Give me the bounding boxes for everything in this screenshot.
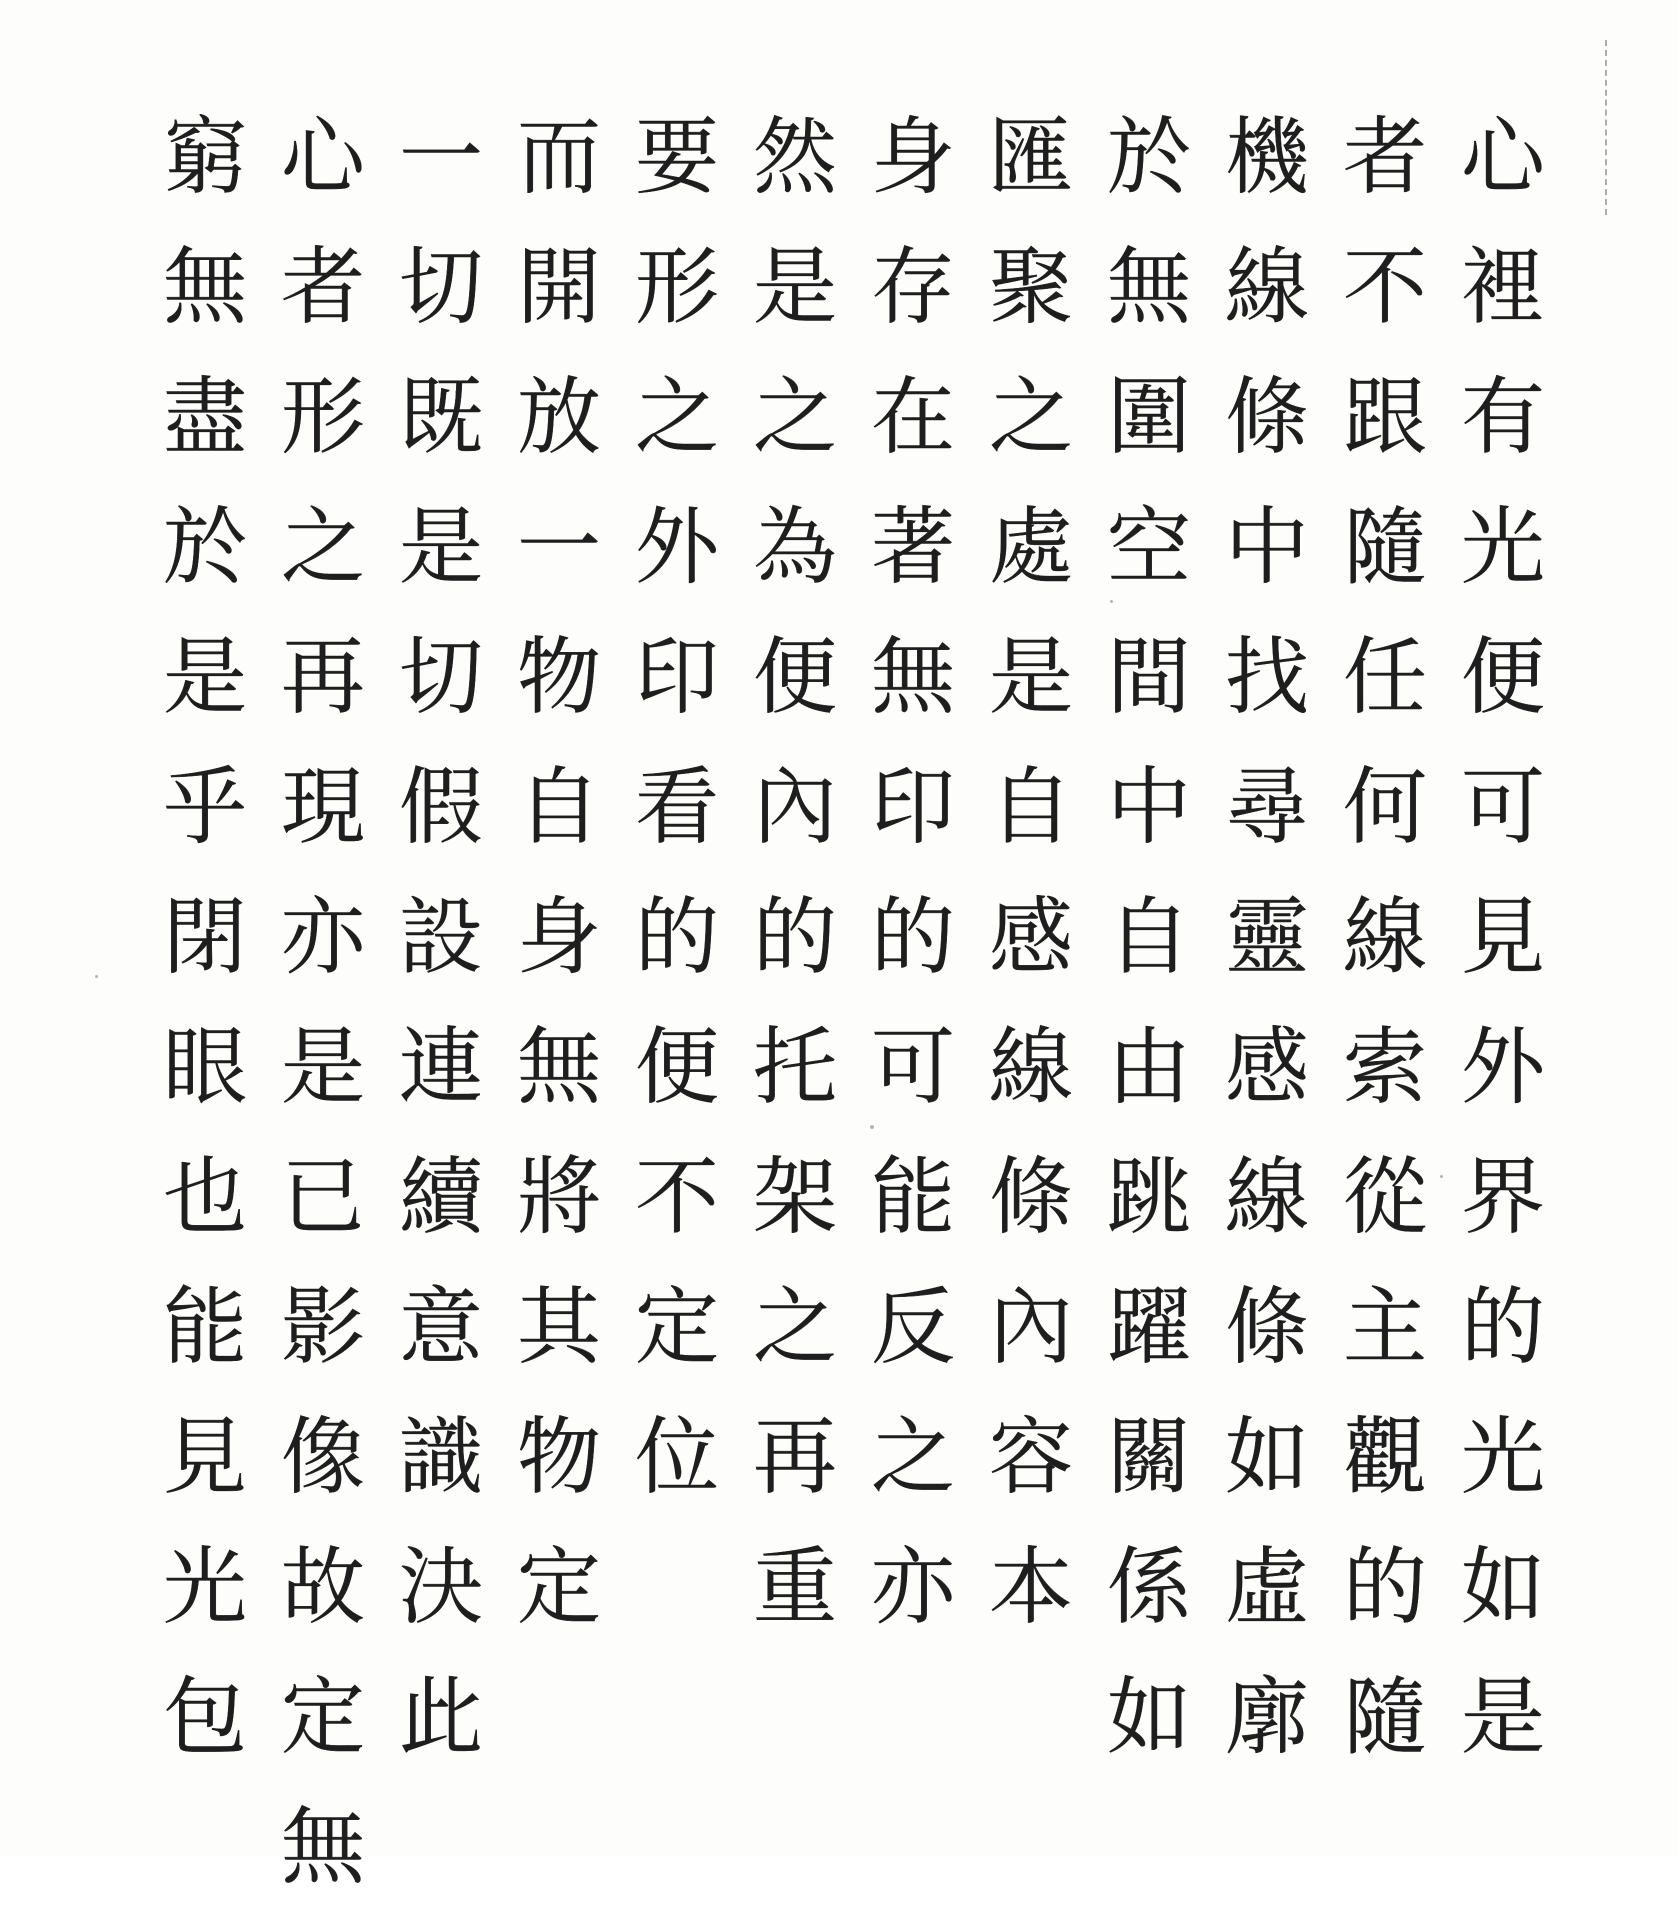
character: 之 [988, 368, 1073, 466]
character: 既 [398, 368, 483, 466]
character: 無 [280, 1798, 365, 1896]
character: 如 [1460, 1538, 1545, 1636]
character: 續 [398, 1148, 483, 1246]
character: 如 [1106, 1668, 1191, 1766]
character: 條 [988, 1148, 1073, 1246]
character: 的 [752, 888, 837, 986]
character: 此 [398, 1668, 483, 1766]
character: 是 [752, 238, 837, 336]
character: 設 [398, 888, 483, 986]
character: 條 [1224, 368, 1309, 466]
character: 也 [162, 1148, 247, 1246]
character: 內 [752, 758, 837, 856]
character: 線 [1224, 238, 1309, 336]
character: 有 [1460, 368, 1545, 466]
character: 包 [162, 1668, 247, 1766]
character: 躍 [1106, 1278, 1191, 1376]
character: 一 [516, 498, 601, 596]
page-edge-mark [1605, 40, 1607, 215]
character: 由 [1106, 1018, 1191, 1116]
character: 識 [398, 1408, 483, 1506]
character: 的 [1342, 1538, 1427, 1636]
character: 虛 [1224, 1538, 1309, 1636]
character: 要 [634, 108, 719, 206]
character: 圍 [1106, 368, 1191, 466]
character: 之 [870, 1408, 955, 1506]
character: 關 [1106, 1408, 1191, 1506]
character: 閉 [162, 888, 247, 986]
character: 從 [1342, 1148, 1427, 1246]
text-column [264, 92, 382, 1912]
character: 裡 [1460, 238, 1545, 336]
character: 之 [634, 368, 719, 466]
character: 主 [1342, 1278, 1427, 1376]
character: 線 [988, 1018, 1073, 1116]
text-column [1090, 92, 1208, 1782]
character: 靈 [1224, 888, 1309, 986]
character: 廓 [1224, 1668, 1309, 1766]
character: 見 [162, 1408, 247, 1506]
character: 可 [870, 1018, 955, 1116]
text-column [1208, 92, 1326, 1782]
character: 尋 [1224, 758, 1309, 856]
character: 外 [634, 498, 719, 596]
character: 架 [752, 1148, 837, 1246]
character: 線 [1224, 1148, 1309, 1246]
character: 身 [516, 888, 601, 986]
character: 印 [870, 758, 955, 856]
text-column [972, 92, 1090, 1652]
character: 窮 [162, 108, 247, 206]
character: 便 [634, 1018, 719, 1116]
character: 再 [752, 1408, 837, 1506]
character: 者 [1342, 108, 1427, 206]
character: 不 [1342, 238, 1427, 336]
character: 之 [280, 498, 365, 596]
character: 觀 [1342, 1408, 1427, 1506]
character: 在 [870, 368, 955, 466]
character: 是 [162, 628, 247, 726]
character: 無 [516, 1018, 601, 1116]
text-column [500, 92, 618, 1652]
character: 跟 [1342, 368, 1427, 466]
character: 心 [1460, 108, 1545, 206]
character: 像 [280, 1408, 365, 1506]
character: 內 [988, 1278, 1073, 1376]
character: 空 [1106, 498, 1191, 596]
character: 能 [162, 1278, 247, 1376]
character: 是 [988, 628, 1073, 726]
character: 的 [1460, 1278, 1545, 1376]
character: 亦 [280, 888, 365, 986]
character: 意 [398, 1278, 483, 1376]
character: 聚 [988, 238, 1073, 336]
character: 假 [398, 758, 483, 856]
text-column [736, 92, 854, 1652]
character: 於 [162, 498, 247, 596]
character: 切 [398, 238, 483, 336]
character: 能 [870, 1148, 955, 1246]
character: 的 [870, 888, 955, 986]
character: 光 [1460, 498, 1545, 596]
character: 自 [1106, 888, 1191, 986]
character: 自 [516, 758, 601, 856]
character: 切 [398, 628, 483, 726]
character: 盡 [162, 368, 247, 466]
character: 亦 [870, 1538, 955, 1636]
text-column [1444, 92, 1562, 1782]
character: 之 [752, 1278, 837, 1376]
character: 的 [634, 888, 719, 986]
character: 感 [1224, 1018, 1309, 1116]
character: 乎 [162, 758, 247, 856]
character: 是 [398, 498, 483, 596]
character: 者 [280, 238, 365, 336]
character: 形 [634, 238, 719, 336]
character: 開 [516, 238, 601, 336]
character: 見 [1460, 888, 1545, 986]
character: 隨 [1342, 1668, 1427, 1766]
character: 跳 [1106, 1148, 1191, 1246]
character: 無 [1106, 238, 1191, 336]
scan-speck [95, 975, 98, 978]
character: 條 [1224, 1278, 1309, 1376]
character: 為 [752, 498, 837, 596]
vertical-text-block [122, 92, 1562, 1896]
character: 本 [988, 1538, 1073, 1636]
character: 然 [752, 108, 837, 206]
character: 無 [162, 238, 247, 336]
character: 中 [1224, 498, 1309, 596]
character: 自 [988, 758, 1073, 856]
character: 定 [516, 1538, 601, 1636]
character: 決 [398, 1538, 483, 1636]
character: 存 [870, 238, 955, 336]
character: 一 [398, 108, 483, 206]
text-column [618, 92, 736, 1522]
character: 無 [870, 628, 955, 726]
character: 印 [634, 628, 719, 726]
character: 何 [1342, 758, 1427, 856]
character: 任 [1342, 628, 1427, 726]
character: 機 [1224, 108, 1309, 206]
character: 找 [1224, 628, 1309, 726]
character: 連 [398, 1018, 483, 1116]
character: 形 [280, 368, 365, 466]
character: 著 [870, 498, 955, 596]
character: 光 [162, 1538, 247, 1636]
character: 之 [752, 368, 837, 466]
character: 影 [280, 1278, 365, 1376]
character: 定 [634, 1278, 719, 1376]
character: 托 [752, 1018, 837, 1116]
character: 重 [752, 1538, 837, 1636]
character: 於 [1106, 108, 1191, 206]
character: 已 [280, 1148, 365, 1246]
character: 處 [988, 498, 1073, 596]
character: 心 [280, 108, 365, 206]
text-column [1326, 92, 1444, 1782]
character: 反 [870, 1278, 955, 1376]
character: 便 [1460, 628, 1545, 726]
character: 界 [1460, 1148, 1545, 1246]
character: 容 [988, 1408, 1073, 1506]
character: 物 [516, 1408, 601, 1506]
character: 感 [988, 888, 1073, 986]
text-column [146, 92, 264, 1782]
character: 將 [516, 1148, 601, 1246]
character: 中 [1106, 758, 1191, 856]
character: 隨 [1342, 498, 1427, 596]
character: 可 [1460, 758, 1545, 856]
character: 索 [1342, 1018, 1427, 1116]
character: 是 [280, 1018, 365, 1116]
character: 而 [516, 108, 601, 206]
character: 再 [280, 628, 365, 726]
character: 線 [1342, 888, 1427, 986]
text-column [854, 92, 972, 1652]
character: 外 [1460, 1018, 1545, 1116]
character: 物 [516, 628, 601, 726]
character: 眼 [162, 1018, 247, 1116]
character: 便 [752, 628, 837, 726]
text-column [382, 92, 500, 1782]
character: 係 [1106, 1538, 1191, 1636]
character: 間 [1106, 628, 1191, 726]
character: 放 [516, 368, 601, 466]
character: 身 [870, 108, 955, 206]
character: 匯 [988, 108, 1073, 206]
character: 如 [1224, 1408, 1309, 1506]
character: 故 [280, 1538, 365, 1636]
character: 是 [1460, 1668, 1545, 1766]
character: 不 [634, 1148, 719, 1246]
character: 看 [634, 758, 719, 856]
character: 光 [1460, 1408, 1545, 1506]
character: 定 [280, 1668, 365, 1766]
character: 現 [280, 758, 365, 856]
character: 位 [634, 1408, 719, 1506]
character: 其 [516, 1278, 601, 1376]
